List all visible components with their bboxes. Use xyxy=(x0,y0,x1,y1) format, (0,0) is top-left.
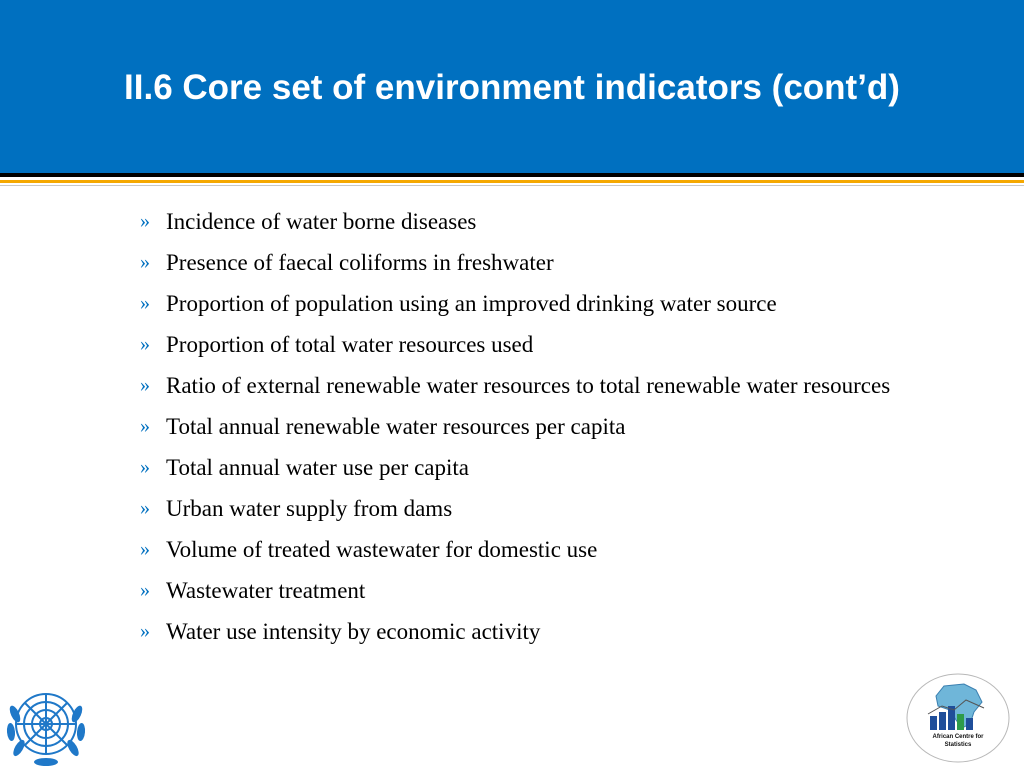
acs-logo-caption-line2: Statistics xyxy=(944,742,972,748)
divider-grey xyxy=(0,185,1024,186)
bullet-marker: » xyxy=(140,579,150,601)
bullet-marker: » xyxy=(140,292,150,314)
acs-logo-caption xyxy=(904,733,1012,749)
list-item xyxy=(140,287,970,320)
bullet-marker: » xyxy=(140,210,150,232)
list-item xyxy=(140,410,970,443)
slide-title: II.6 Core set of environment indicators (cont’d) xyxy=(124,68,900,107)
list-item-text: Proportion of total water resources used xyxy=(166,332,534,357)
african-centre-for-statistics-logo-icon xyxy=(904,672,1012,764)
bullet-marker: » xyxy=(140,374,150,396)
divider-black xyxy=(0,173,1024,177)
list-item-text: Proportion of population using an improved drinking water source xyxy=(166,291,777,316)
acs-logo-caption-line1: African Centre for xyxy=(932,734,984,740)
bullet-marker: » xyxy=(140,620,150,642)
list-item xyxy=(140,369,970,402)
list-item-text: Urban water supply from dams xyxy=(166,496,453,521)
indicator-list xyxy=(140,205,970,656)
divider-gold xyxy=(0,180,1024,183)
list-item-text: Water use intensity by economic activity xyxy=(166,619,541,644)
list-item xyxy=(140,246,970,279)
bullet-marker: » xyxy=(140,333,150,355)
list-item xyxy=(140,533,970,566)
list-item-text: Incidence of water borne diseases xyxy=(166,209,477,234)
list-item xyxy=(140,205,970,238)
list-item xyxy=(140,328,970,361)
list-item xyxy=(140,492,970,525)
list-item xyxy=(140,574,970,607)
un-emblem-icon xyxy=(3,684,89,768)
list-item xyxy=(140,615,970,648)
list-item-text: Total annual renewable water resources per capita xyxy=(166,414,626,439)
list-item-text: Total annual water use per capita xyxy=(166,455,469,480)
list-item-text: Wastewater treatment xyxy=(166,578,366,603)
title-banner xyxy=(0,0,1024,173)
bullet-marker: » xyxy=(140,415,150,437)
list-item xyxy=(140,451,970,484)
bullet-marker: » xyxy=(140,251,150,273)
list-item-text: Presence of faecal coliforms in freshwater xyxy=(166,250,554,275)
list-item-text: Volume of treated wastewater for domestic use xyxy=(166,537,598,562)
bullet-marker: » xyxy=(140,497,150,519)
list-item-text: Ratio of external renewable water resources to total renewable water resources xyxy=(166,373,891,398)
bullet-marker: » xyxy=(140,456,150,478)
bullet-marker: » xyxy=(140,538,150,560)
